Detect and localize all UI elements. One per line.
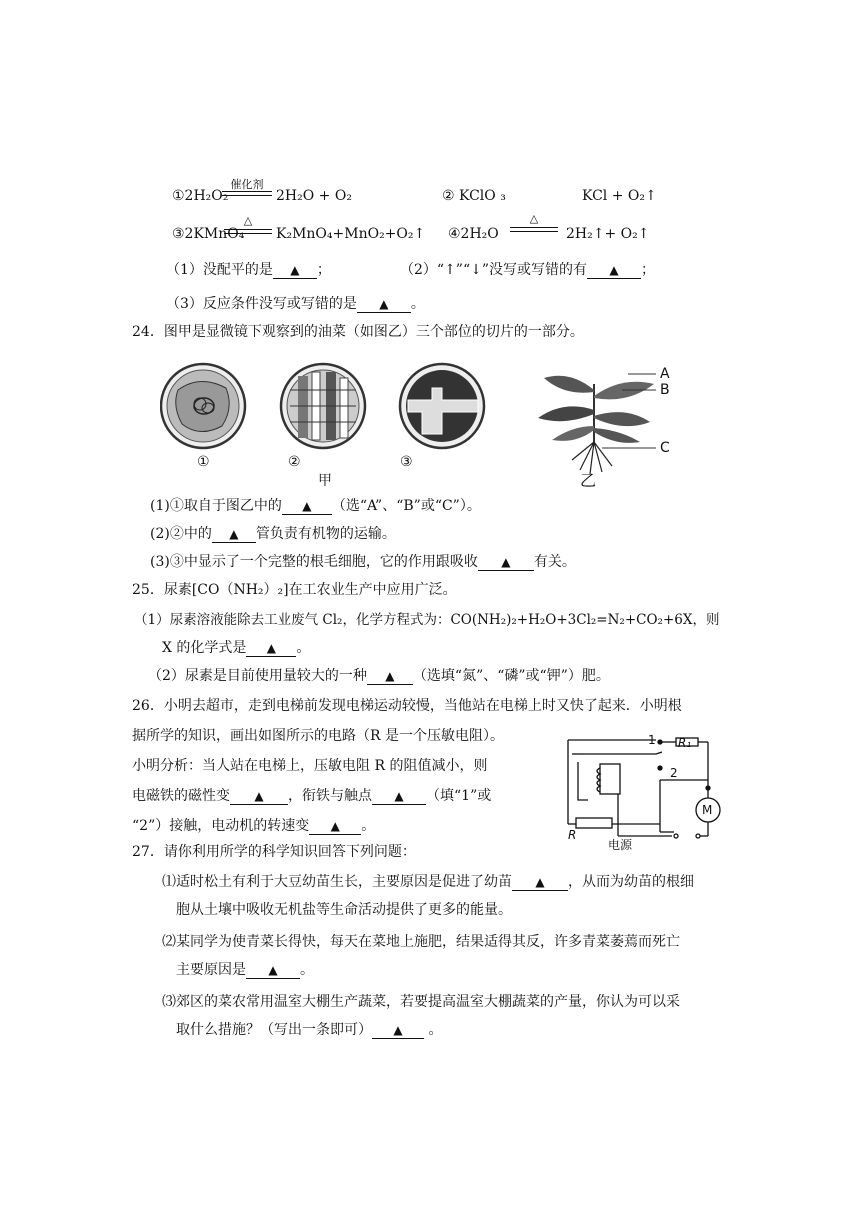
fig-label-3: ③: [400, 454, 413, 470]
eq3-rhs: K₂MnO₄+MnO₂+O₂↑: [276, 226, 426, 242]
q24-part2-text: (2)②中的: [150, 526, 212, 542]
q26-line5-end: 。: [361, 818, 376, 834]
circuit-label-2: 2: [670, 766, 678, 780]
q24-part1-text: (1)①取自于图乙中的: [150, 498, 282, 514]
q27-part1-line1: [162, 872, 694, 892]
q24-stem: 24．图甲是显微镜下观察到的油菜（如图乙）三个部位的切片的一部分。: [132, 324, 584, 340]
q23-part3-end: 。: [410, 296, 425, 312]
eq3-lhs: ③2KMnO₄: [172, 226, 245, 242]
fig-label-B: B: [660, 382, 670, 398]
eq2-rhs: KCl + O₂↑: [582, 188, 657, 204]
eq1-condition: 催化剂: [230, 178, 264, 191]
q24-answer-blank-2[interactable]: ▲: [212, 526, 256, 543]
slice-stem-image: [161, 364, 245, 448]
q27-part3-text: 取什么措施？（写出一条即可）: [176, 1022, 372, 1038]
q25-part1-end: 。: [296, 640, 311, 656]
eq4-lhs: ④2H₂O: [448, 226, 499, 242]
fig-label-yi: 乙: [580, 471, 597, 490]
q26-answer-blank-2[interactable]: ▲: [372, 788, 426, 805]
q26-line5: [132, 816, 375, 836]
q26-answer-blank-3[interactable]: ▲: [309, 818, 361, 835]
circuit-label-R: R: [568, 828, 577, 842]
q26-line3: 小明分析：当人站在电梯上，压敏电阻 R 的阻值减小，则: [132, 758, 488, 774]
eq1-rhs: 2H₂O + O₂: [276, 188, 352, 204]
q26-line5-text: “2”）接触，电动机的转速变: [132, 818, 310, 834]
q24-answer-blank-1[interactable]: ▲: [282, 498, 332, 515]
eq3-arrow: [224, 214, 272, 238]
q26-answer-blank-1[interactable]: ▲: [230, 788, 288, 805]
q26-line4-text-a: 电磁铁的磁性变: [132, 788, 230, 804]
q25-part1-line2: [162, 638, 310, 658]
eq4-arrow: [510, 212, 558, 236]
q23-part2: [400, 260, 655, 280]
q23-answer-blank-2[interactable]: ▲: [587, 262, 641, 279]
q26-line4-text-b: ，衔铁与触点: [288, 788, 372, 804]
circuit-label-M: M: [702, 803, 713, 817]
q27-part3-line1: ⑶郊区的菜农常用温室大棚生产蔬菜，若要提高温室大棚蔬菜的产量，你认为可以采: [162, 994, 680, 1010]
q23-part1-text: （1）没配平的是: [166, 262, 273, 278]
rapeseed-plant-image: [538, 374, 656, 474]
q24-figure: [160, 360, 680, 488]
q27-part2-end: 。: [300, 962, 314, 978]
q27-part2-text: 主要原因是: [176, 962, 246, 978]
slice-vessel-image: [281, 364, 365, 448]
eq4-condition: △: [529, 212, 539, 225]
circuit-label-1: 1: [648, 733, 656, 747]
eq2-lhs: ② KClO ₃: [442, 188, 506, 204]
q23-part3-text: （3）反应条件没写或写错的是: [166, 296, 357, 312]
q23-answer-blank-1[interactable]: ▲: [273, 262, 317, 279]
eq1-arrow: [222, 176, 272, 200]
q27-stem: 27．请你利用所学的科学知识回答下列问题：: [132, 844, 416, 860]
fig-label-A: A: [660, 366, 670, 382]
q26-line1: 26．小明去超市，走到电梯前发现电梯运动较慢，当他站在电梯上时又快了起来．小明根: [132, 698, 682, 714]
q24-part1: [150, 496, 481, 516]
eq4-rhs: 2H₂↑+ O₂↑: [566, 226, 650, 242]
q27-part2-line1: ⑵某同学为使青菜长得快，每天在菜地上施肥，结果适得其反，许多青菜萎蔫而死亡: [162, 934, 680, 950]
q26-line2: 据所学的知识，画出如图所示的电路（R 是一个压敏电阻）。: [132, 728, 504, 744]
q24-part2-end: 管负责有机物的运输。: [255, 526, 396, 542]
q25-answer-blank-2[interactable]: ▲: [367, 668, 413, 685]
eq3-condition: △: [243, 214, 253, 227]
q27-answer-blank-1[interactable]: ▲: [512, 874, 568, 891]
q27-part2-line2: [176, 960, 314, 980]
q23-part2-end: ；: [641, 262, 655, 278]
q25-answer-blank-1[interactable]: ▲: [246, 640, 296, 657]
q23-part3: [166, 294, 425, 314]
q23-part1-end: ；: [316, 262, 331, 278]
circuit-label-R1: R₁: [678, 736, 692, 750]
q25-part1-line1: （1）尿素溶液能除去工业废气 Cl₂，化学方程式为：CO(NH₂)₂+H₂O+3Cl₂=N₂+CO₂+6X，则: [134, 612, 720, 628]
q25-stem: 25．尿素[CO（NH₂）₂]在工农业生产中应用广泛。: [132, 582, 457, 598]
q25-part2: [148, 666, 610, 686]
q24-part3: [150, 552, 576, 572]
q27-part1-line2: 胞从土壤中吸收无机盐等生命活动提供了更多的能量。: [176, 902, 512, 918]
q27-part3-end: 。: [424, 1022, 443, 1038]
fig-label-C: C: [660, 440, 670, 456]
q24-answer-blank-3[interactable]: ▲: [478, 554, 534, 571]
q26-line4-text-c: （填“1”或: [426, 788, 492, 804]
q27-answer-blank-3[interactable]: ▲: [372, 1022, 424, 1039]
fig-label-jia: 甲: [318, 473, 332, 489]
q24-part1-end: （选“A”、“B”或“C”）。: [331, 498, 481, 514]
q23-part1: [166, 260, 331, 280]
q27-part3-line2: [176, 1020, 442, 1040]
fig-label-1: ①: [197, 454, 210, 470]
q23-part2-text: （2）“↑”“↓”没写或写错的有: [400, 262, 587, 278]
slice-root-hair-image: [400, 364, 484, 448]
circuit-label-power: 电源: [608, 838, 633, 852]
q25-part2-end: （选填“氮”、“磷”或“钾”）肥。: [412, 668, 610, 684]
fig-label-2: ②: [288, 454, 301, 470]
q24-part3-text: (3)③中显示了一个完整的根毛细胞，它的作用跟吸收: [150, 554, 478, 570]
q27-part1-text: ⑴适时松土有利于大豆幼苗生长，主要原因是促进了幼苗: [162, 874, 512, 890]
q24-part2: [150, 524, 396, 544]
q27-part1-text-b: ，从而为幼苗的根细: [568, 874, 694, 890]
eq1-lhs: ①2H₂O₂: [172, 188, 229, 204]
q26-line4: [132, 786, 491, 806]
q25-part2-text: （2）尿素是目前使用量较大的一种: [148, 668, 367, 684]
q27-answer-blank-2[interactable]: ▲: [246, 962, 300, 979]
q25-part1-text: X 的化学式是: [162, 640, 247, 656]
q24-part3-end: 有关。: [533, 554, 576, 570]
q23-answer-blank-3[interactable]: ▲: [357, 296, 411, 313]
